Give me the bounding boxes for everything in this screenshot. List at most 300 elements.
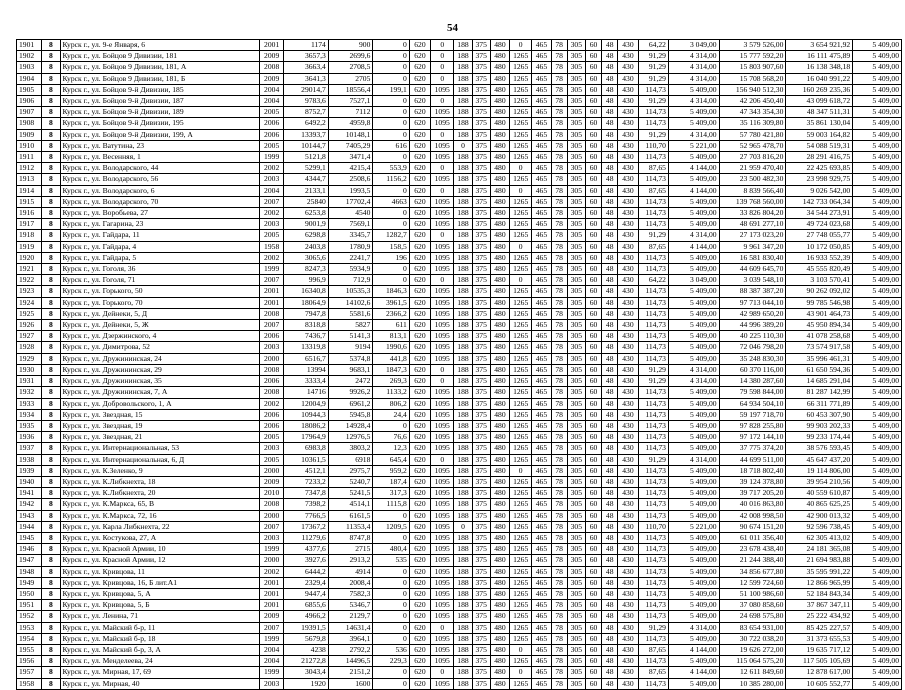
table-cell: 465 [532, 398, 551, 409]
table-cell: Курск г., ул. Костукова, 27, А [60, 532, 259, 543]
table-cell: 0 [431, 454, 454, 465]
table-cell: 430 [618, 196, 638, 207]
table-cell: 12004,9 [284, 398, 329, 409]
table-cell: 1918 [17, 230, 42, 241]
table-cell: 15 803 907,60 [719, 62, 786, 73]
table-cell: Курск г., ул. К.Зеленко, 9 [60, 465, 259, 476]
table-cell: 465 [532, 96, 551, 107]
table-cell: 620 [409, 454, 430, 465]
table-cell: 375 [472, 196, 490, 207]
table-cell: 375 [472, 96, 490, 107]
table-cell: 188 [454, 499, 472, 510]
table-cell: 0 [431, 73, 454, 84]
table-cell: 114,73 [638, 84, 668, 95]
table-cell: 959,2 [373, 465, 409, 476]
table-cell: 480 [490, 84, 509, 95]
table-cell: 1950 [17, 588, 42, 599]
table-row [17, 656, 902, 667]
table-cell: 480 [490, 499, 509, 510]
table-cell: 620 [409, 208, 430, 219]
table-cell: 1265 [510, 420, 532, 431]
table-cell: 16 581 830,40 [719, 252, 786, 263]
table-cell: 4959,8 [328, 118, 373, 129]
table-cell: 1095 [431, 633, 454, 644]
table-cell: 620 [409, 376, 430, 387]
table-cell: 78 [551, 286, 567, 297]
table-cell: 465 [532, 275, 551, 286]
table-cell: 375 [472, 510, 490, 521]
table-row [17, 622, 902, 633]
table-cell: 188 [454, 555, 472, 566]
table-cell: 480 [490, 196, 509, 207]
table-cell: 5 409,00 [668, 488, 719, 499]
table-cell: 60 [585, 611, 601, 622]
table-cell: 2366,2 [373, 308, 409, 319]
table-cell: 8 [42, 633, 60, 644]
table-cell: 24 181 365,08 [786, 544, 853, 555]
table-cell: 1780,9 [328, 241, 373, 252]
table-cell: 1265 [510, 264, 532, 275]
table-cell: 620 [409, 443, 430, 454]
table-cell: 480 [490, 555, 509, 566]
table-cell: 2975,7 [328, 465, 373, 476]
table-cell: 430 [618, 129, 638, 140]
table-row [17, 544, 902, 555]
table-row [17, 678, 902, 689]
table-cell: 188 [454, 544, 472, 555]
table-cell: 465 [532, 611, 551, 622]
table-cell: 0 [431, 96, 454, 107]
table-cell: 2003 [260, 443, 284, 454]
table-cell: 48 [602, 163, 618, 174]
table-cell: 305 [567, 488, 585, 499]
table-cell: 8 [42, 622, 60, 633]
table-cell: 375 [472, 174, 490, 185]
table-cell: 110,70 [638, 521, 668, 532]
table-cell: 305 [567, 174, 585, 185]
table-cell: 90 674 151,20 [719, 521, 786, 532]
table-cell: 0 [373, 678, 409, 689]
table-row [17, 140, 902, 151]
table-cell: 305 [567, 678, 585, 689]
table-cell: 1265 [510, 96, 532, 107]
table-cell: 375 [472, 611, 490, 622]
table-cell: 114,73 [638, 420, 668, 431]
table-cell: 480 [490, 297, 509, 308]
table-cell: 375 [472, 521, 490, 532]
table-row [17, 185, 902, 196]
table-cell: 8 [42, 443, 60, 454]
table-cell: 0 [431, 364, 454, 375]
table-cell: 8 [42, 678, 60, 689]
table-cell: 430 [618, 252, 638, 263]
table-cell: 78 [551, 308, 567, 319]
table-cell: 114,73 [638, 297, 668, 308]
table-row [17, 51, 902, 62]
table-cell: Курск г., ул. Гоголя, 71 [60, 275, 259, 286]
table-cell: 5 409,00 [853, 644, 902, 655]
table-cell: 1993,5 [328, 185, 373, 196]
table-cell: 87,65 [638, 241, 668, 252]
table-cell: 1095 [431, 588, 454, 599]
table-cell: 375 [472, 129, 490, 140]
table-cell: 87,65 [638, 163, 668, 174]
table-cell: 188 [454, 51, 472, 62]
table-cell: Курск г., ул. К.Маркса, 72, 16 [60, 510, 259, 521]
table-cell: 1952 [17, 611, 42, 622]
table-cell: 620 [409, 73, 430, 84]
table-cell: 5 409,00 [668, 264, 719, 275]
table-cell: 620 [409, 488, 430, 499]
table-cell: 0 [373, 219, 409, 230]
table-cell: 305 [567, 62, 585, 73]
table-cell: 1265 [510, 544, 532, 555]
table-cell: 48 [602, 644, 618, 655]
table-cell: 4914 [328, 566, 373, 577]
table-cell: 156 940 512,30 [719, 84, 786, 95]
table-cell: Курск г., ул. Красной Армии, 12 [60, 555, 259, 566]
table-cell: 465 [532, 230, 551, 241]
table-cell: 117 505 105,69 [786, 656, 853, 667]
table-cell: 1265 [510, 488, 532, 499]
table-cell: 6961,2 [328, 398, 373, 409]
table-cell: 3 049,00 [668, 275, 719, 286]
table-row [17, 420, 902, 431]
table-cell: 1265 [510, 499, 532, 510]
table-cell: 480 [490, 163, 509, 174]
table-cell: 1933 [17, 398, 42, 409]
table-cell: 114,73 [638, 320, 668, 331]
table-cell: 188 [454, 353, 472, 364]
table-cell: 5 409,00 [668, 84, 719, 95]
table-cell: 480 [490, 174, 509, 185]
table-cell: 8 [42, 588, 60, 599]
table-cell: Курск г., ул. Бойцов 9 Дивизии, 181, Б [60, 73, 259, 84]
table-row [17, 320, 902, 331]
table-cell: 1265 [510, 152, 532, 163]
table-cell: 430 [618, 611, 638, 622]
table-cell: 4540 [328, 208, 373, 219]
table-cell: 305 [567, 230, 585, 241]
table-row [17, 241, 902, 252]
table-cell: 48 [602, 488, 618, 499]
table-cell: 480 [490, 107, 509, 118]
table-cell: 375 [472, 308, 490, 319]
table-cell: 5 409,00 [853, 241, 902, 252]
table-cell: 2006 [260, 376, 284, 387]
table-cell: 5 409,00 [853, 678, 902, 689]
table-cell: 8 [42, 387, 60, 398]
table-cell: 305 [567, 320, 585, 331]
table-cell: 5 409,00 [853, 264, 902, 275]
table-cell: 2792,2 [328, 644, 373, 655]
table-cell: 8 [42, 611, 60, 622]
table-cell: Курск г., ул. Мирная, 40 [60, 678, 259, 689]
table-cell: 480 [490, 644, 509, 655]
table-cell: 1926 [17, 320, 42, 331]
table-cell: 1910 [17, 140, 42, 151]
table-cell: 19 114 806,00 [786, 465, 853, 476]
table-row [17, 353, 902, 364]
table-cell: 0 [373, 185, 409, 196]
table-cell: 1847,3 [373, 364, 409, 375]
table-row [17, 96, 902, 107]
table-cell: 480 [490, 566, 509, 577]
table-cell: 9926,2 [328, 387, 373, 398]
table-cell: 375 [472, 140, 490, 151]
table-cell: 6918 [328, 454, 373, 465]
table-cell: 2005 [260, 140, 284, 151]
table-cell: Курск г., ул. Добровольского, 1, А [60, 398, 259, 409]
table-cell: 78 [551, 644, 567, 655]
table-cell: 2129,7 [328, 611, 373, 622]
table-cell: Курск г., ул. Звездная, 21 [60, 432, 259, 443]
table-cell: 2001 [260, 297, 284, 308]
table-cell: 60 [585, 275, 601, 286]
table-cell: Курск г., ул. Дружининская, 7, А [60, 387, 259, 398]
table-cell: 40 559 610,87 [786, 488, 853, 499]
table-cell: 188 [454, 644, 472, 655]
table-cell: 60 [585, 353, 601, 364]
table-cell: 4 314,00 [668, 96, 719, 107]
table-cell: 48 [602, 656, 618, 667]
table-cell: 5 409,00 [853, 633, 902, 644]
table-cell: 375 [472, 62, 490, 73]
table-cell: 0 [373, 667, 409, 678]
table-cell: 73 574 917,58 [786, 342, 853, 353]
table-cell: 465 [532, 644, 551, 655]
table-cell: 620 [409, 129, 430, 140]
table-cell: 2008 [260, 499, 284, 510]
table-cell: 5 409,00 [668, 633, 719, 644]
table-cell: 60 [585, 163, 601, 174]
table-cell: 1095 [431, 208, 454, 219]
table-cell: Курск г., ул. Горького, 70 [60, 297, 259, 308]
table-cell: 188 [454, 208, 472, 219]
table-cell: 3964,1 [328, 633, 373, 644]
table-cell: 16 040 991,22 [786, 73, 853, 84]
table-cell: 5 409,00 [853, 140, 902, 151]
data-table [16, 39, 902, 690]
table-cell: 114,73 [638, 387, 668, 398]
table-cell: 375 [472, 633, 490, 644]
table-cell: 1999 [260, 633, 284, 644]
table-cell: 305 [567, 454, 585, 465]
table-cell: 8 [42, 297, 60, 308]
table-cell: 114,73 [638, 196, 668, 207]
table-cell: 2008 [260, 387, 284, 398]
table-cell: 620 [409, 140, 430, 151]
table-cell: 5 409,00 [668, 331, 719, 342]
table-cell: 465 [532, 443, 551, 454]
table-cell: 78 [551, 622, 567, 633]
table-cell: 60 [585, 521, 601, 532]
table-cell: 465 [532, 308, 551, 319]
table-row [17, 264, 902, 275]
table-cell: 60 [585, 219, 601, 230]
table-cell: 1917 [17, 219, 42, 230]
table-cell: 35 116 309,80 [719, 118, 786, 129]
table-cell: 430 [618, 622, 638, 633]
table-cell: 0 [373, 40, 409, 51]
table-cell: 430 [618, 476, 638, 487]
table-cell: 1095 [431, 342, 454, 353]
table-cell: 5 409,00 [668, 588, 719, 599]
table-cell: 64 934 504,10 [719, 398, 786, 409]
table-cell: 45 555 820,49 [786, 264, 853, 275]
table-cell: 1932 [17, 387, 42, 398]
table-cell: 480 [490, 252, 509, 263]
table-cell: 5 221,00 [668, 521, 719, 532]
table-cell: 305 [567, 364, 585, 375]
table-cell: 188 [454, 667, 472, 678]
table-cell: 305 [567, 264, 585, 275]
table-cell: 78 [551, 118, 567, 129]
table-cell: 1265 [510, 107, 532, 118]
table-cell: 8 [42, 73, 60, 84]
table-cell: 64,22 [638, 275, 668, 286]
table-cell: 2006 [260, 118, 284, 129]
table-cell: 48 [602, 577, 618, 588]
table-cell: 620 [409, 275, 430, 286]
table-cell: 0 [431, 275, 454, 286]
table-cell: 0 [510, 185, 532, 196]
table-cell: 8 [42, 342, 60, 353]
table-cell: 465 [532, 420, 551, 431]
table-cell: 430 [618, 353, 638, 364]
table-cell: 1944 [17, 521, 42, 532]
table-cell: 188 [454, 73, 472, 84]
table-cell: 305 [567, 185, 585, 196]
table-cell: 14102,6 [328, 297, 373, 308]
table-cell: 375 [472, 353, 490, 364]
table-cell: 14928,4 [328, 420, 373, 431]
table-cell: Курск г., ул. Гагарина, 23 [60, 219, 259, 230]
table-cell: 78 [551, 387, 567, 398]
table-cell: 305 [567, 118, 585, 129]
table-row [17, 465, 902, 476]
table-cell: 4663 [373, 196, 409, 207]
table-cell: 35 996 461,31 [786, 353, 853, 364]
table-cell: 48 [602, 544, 618, 555]
table-cell: 60 [585, 264, 601, 275]
table-cell: 1958 [17, 678, 42, 689]
table-cell: 12,3 [373, 443, 409, 454]
table-cell: 305 [567, 51, 585, 62]
table-cell: 0 [373, 264, 409, 275]
table-row [17, 297, 902, 308]
table-cell: 480 [490, 62, 509, 73]
table-cell: 5 409,00 [668, 409, 719, 420]
table-cell: 2009 [260, 73, 284, 84]
table-cell: 5 409,00 [853, 51, 902, 62]
table-cell: 2003 [260, 174, 284, 185]
table-cell: 0 [373, 588, 409, 599]
table-cell: 375 [472, 488, 490, 499]
table-cell: 1095 [431, 387, 454, 398]
table-cell: 48 [602, 342, 618, 353]
table-cell: 1922 [17, 275, 42, 286]
table-cell: 430 [618, 118, 638, 129]
table-cell: 2708,5 [328, 62, 373, 73]
table-cell: 465 [532, 152, 551, 163]
table-cell: 97 828 255,80 [719, 420, 786, 431]
table-cell: 18556,4 [328, 84, 373, 95]
table-cell: 1095 [431, 465, 454, 476]
table-row [17, 398, 902, 409]
table-cell: 48 [602, 353, 618, 364]
table-cell: 1095 [431, 252, 454, 263]
table-cell: 480 [490, 219, 509, 230]
table-cell: 465 [532, 678, 551, 689]
table-cell: 59 003 164,82 [786, 129, 853, 140]
table-cell: 305 [567, 107, 585, 118]
table-cell: 0 [373, 152, 409, 163]
table-cell: 620 [409, 297, 430, 308]
table-cell: 430 [618, 107, 638, 118]
table-cell: 5 409,00 [853, 252, 902, 263]
table-cell: 375 [472, 577, 490, 588]
table-cell: 78 [551, 107, 567, 118]
table-cell: 5 409,00 [853, 353, 902, 364]
table-cell: 10148,1 [328, 129, 373, 140]
table-cell: 48 [602, 208, 618, 219]
table-cell: 375 [472, 476, 490, 487]
table-cell: 430 [618, 387, 638, 398]
table-cell: 48 691 277,10 [719, 219, 786, 230]
table-cell: Курск г., ул. Майский б-р, 11 [60, 622, 259, 633]
table-cell: 4 314,00 [668, 73, 719, 84]
table-cell: 5 409,00 [668, 342, 719, 353]
table-cell: 60 [585, 667, 601, 678]
table-cell: 1265 [510, 51, 532, 62]
table-cell: 480 [490, 320, 509, 331]
table-cell: 3641,3 [284, 73, 329, 84]
table-cell: Курск г., ул. Дейнеки, 5, Ж [60, 320, 259, 331]
table-cell: Курск г., ул. Дейнеки, 5, Д [60, 308, 259, 319]
table-cell: 8 [42, 196, 60, 207]
table-cell: 375 [472, 566, 490, 577]
table-cell: 375 [472, 409, 490, 420]
table-cell: 48 [602, 174, 618, 185]
table-cell: 188 [454, 286, 472, 297]
table-cell: 0 [431, 40, 454, 51]
table-cell: 1265 [510, 230, 532, 241]
table-cell: 2133,1 [284, 185, 329, 196]
table-cell: 27 173 023,20 [719, 230, 786, 241]
table-cell: 21272,8 [284, 656, 329, 667]
table-cell: 40 865 625,25 [786, 499, 853, 510]
table-cell: 2913,2 [328, 555, 373, 566]
table-cell: 375 [472, 208, 490, 219]
table-cell: Курск г., ул. Воробьева, 27 [60, 208, 259, 219]
table-cell: 430 [618, 62, 638, 73]
table-cell: 187,4 [373, 476, 409, 487]
table-cell: 13393,7 [284, 129, 329, 140]
table-cell: 2000 [260, 353, 284, 364]
table-cell: 2007 [260, 521, 284, 532]
table-cell: 85 425 227,57 [786, 622, 853, 633]
table-cell: 21 959 470,40 [719, 163, 786, 174]
table-cell: 2004 [260, 96, 284, 107]
table-cell: 6253,8 [284, 208, 329, 219]
table-cell: 1953 [17, 622, 42, 633]
table-cell: 139 768 560,00 [719, 196, 786, 207]
table-cell: 8 [42, 331, 60, 342]
table-cell: 99 903 202,33 [786, 420, 853, 431]
table-cell: 465 [532, 185, 551, 196]
table-cell: 91,29 [638, 376, 668, 387]
